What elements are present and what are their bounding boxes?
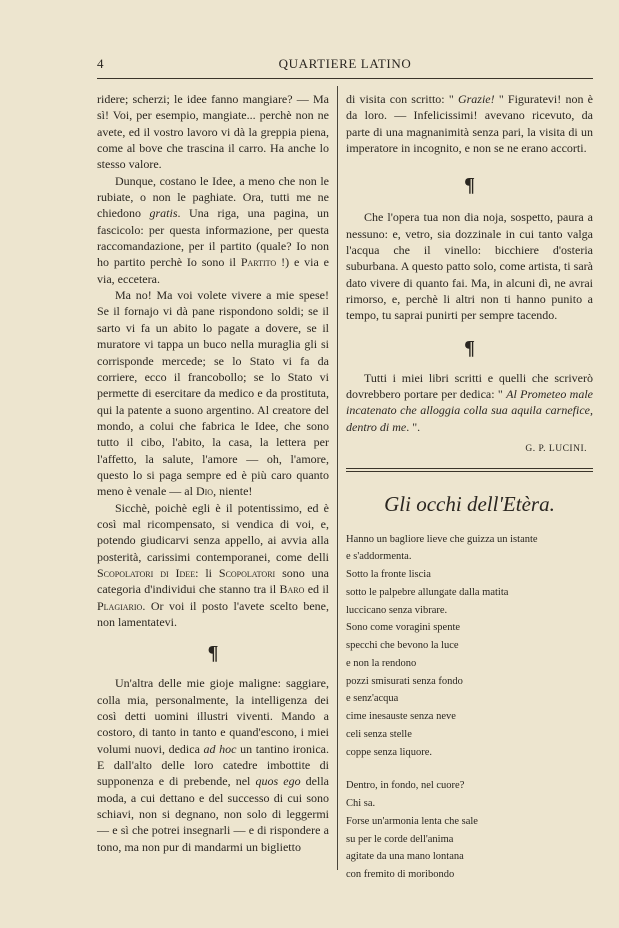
page-number: 4: [97, 56, 105, 71]
author-signature: G. P. LUCINI.: [525, 444, 587, 455]
poem-line: Dentro, in fondo, nel cuore?: [346, 780, 465, 792]
poem-line: agitate da una mano lontana: [346, 851, 464, 863]
pilcrow-ornament-icon: ¶: [207, 642, 219, 665]
poem-line: e non la rendono: [346, 657, 417, 669]
paragraph: Ma no! Ma voi volete vivere a mie spese! Se il fornajo vi dà pane rispondono soldi; se il sarto vi fa un abito lo pagate a dovere, se il muratore vi tappa un buco nella muraglia gli si corrisponde mercede; se lo Stato vi fa da corriere, ecco il francobollo; se lo Stato vi permette di esercitare da medico e da prostituta, qui la patente a suono argentino. Al creatore del mondo, a colui che fabrica le Idee, che sono tutto il cibo, l'abito, la casa, la lettera per l'affetto, la salute, l'amore — oh, l'amore, questo lo si paga sempre ed è più caro quanto meno è venale — al Dio, niente!: [97, 288, 329, 499]
paragraph: Tutti i miei libri scritti e quelli che scriverò dovrebbero portare per dedica: " Al Prometeo male incatenato che alloggia colla sua aquila carnefice, dentro di me. ".: [346, 370, 593, 434]
paragraph: Che l'opera tua non dia noja, sospetto, paura a nessuno: e, vetro, sia dozzinale in cui tanto valga l'acqua che il vinello: bicchiere d'osteria suburbana. A questo patto solo, come artista, ti sarà dato vivere di quanto fai. Ma, in alcuni dì, ne avrai rimorso, e, perchè li altri non ti hanno punito a tempo, tu saprai punirti per sempre tacendo.: [346, 210, 593, 323]
poem-line: con fremito di moribondo: [346, 869, 455, 880]
poem-line: celi senza stelle: [346, 728, 412, 740]
poem-line: su per le corde dell'anima: [346, 833, 454, 845]
left-column: [97, 91, 329, 855]
poem-line: Chi sa.: [346, 798, 376, 809]
poem-line: pozzi smisurati senza fondo: [346, 675, 463, 687]
poem-title: Gli occhi dell'Etèra.: [384, 491, 555, 516]
right-column: [346, 91, 593, 884]
poem-line: luccicano senza vibrare.: [346, 604, 448, 616]
poem-line: Sotto la fronte liscia: [346, 569, 431, 580]
paragraph: ridere; scherzi; le idee fanno mangiare? — Ma sì! Voi, per esempio, mangiate... perchè non ne avete, ed il vostro lavoro vi dà la greppia piena, come al bove che trascina il carro. Ha anche lo stesso valore.: [97, 92, 329, 172]
pilcrow-ornament-icon: ¶: [464, 336, 475, 359]
poem-line: sotto le palpebre allungate dalla matita: [346, 586, 509, 598]
paragraph: Un'altra delle mie gioje maligne: saggiare, colla mia, personalmente, la intelligenza dei così detti uomini illustri viventi. Mando a costoro, di tanto in tanto e quand'escono, i miei volumi nuovi, dedica ad hoc un tantino ironica. E dall'alto delle loro catedre imbottite di supponenza e di prebende, nel quos ego della moda, a cui dettano e del successo di cui sono schiavi, non si degnano, non solo di leggermi — e sì che potrei insegnarli — e di rispondere a tono, ma non pur di mandarmi un biglietto: [97, 676, 330, 854]
poem: [346, 531, 593, 884]
poem-line: coppe senza liquore.: [346, 746, 433, 758]
poem-line: specchi che bevono la luce: [346, 640, 459, 651]
poem-line: e s'addormenta.: [346, 551, 412, 563]
poem-line: Forse un'armonia lenta che sale: [346, 815, 478, 827]
poem-line: e senz'acqua: [346, 693, 399, 705]
poem-stanza: [346, 777, 593, 884]
pilcrow-ornament-icon: ¶: [464, 174, 475, 197]
section-double-rule: [346, 468, 593, 472]
header-rule: [97, 78, 593, 79]
poem-line: Sono come voragini spente: [346, 622, 461, 634]
poem-line: cime inesauste senza neve: [346, 711, 456, 722]
journal-title: QUARTIERE LATINO: [278, 56, 412, 71]
column-divider: [337, 86, 338, 870]
paragraph: Sicchè, poichè egli è il potentissimo, ed è così mal ricompensato, si vendica di voi, e, potendo giudicarvi senza appello, ai avvia alla posterità, carissimi contemporanei, come delli Scopolatori di Idee: li Scopolatori sono una categoria d'individui che stanno tra il Baro ed il Plagiario. Or voi il posto l'avete scelto bene, non lamentatevi.: [97, 500, 329, 629]
page-header: [97, 56, 593, 76]
poem-stanza: [346, 531, 593, 762]
paragraph: Dunque, costano le Idee, a meno che non le rubiate, o non le paghiate. Ora, tutti me ne chiedono gratis. Una riga, una pagina, un fascicolo: per questa informazione, per questa raccomandazione, per il partito (quale? Io non ho partito perchè Io sono il Partito !) e via e via, eccetera.: [97, 173, 329, 286]
poem-line: Hanno un bagliore lieve che guizza un istante: [346, 533, 538, 545]
paragraph: di visita con scritto: " Grazie! " Figuratevi! non è da loro. — Infelicissimi! avevano ricevuto, da parte di una magnanimità senza pari, la visita di un imperatore in incognito, e non se ne erano accorti.: [346, 92, 593, 156]
